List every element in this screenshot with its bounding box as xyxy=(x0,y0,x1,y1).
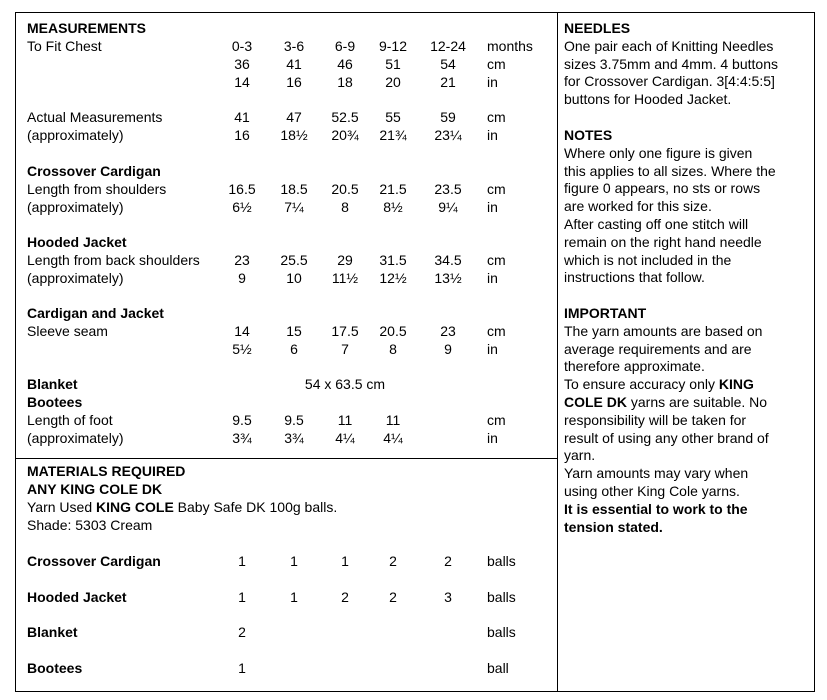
to-fit-chest-label: To Fit Chest xyxy=(27,38,102,54)
crossover-length-label: Length from shoulders xyxy=(27,181,167,197)
bootees-heading: Bootees xyxy=(27,394,83,410)
important-bold-line: tension stated. xyxy=(564,518,663,535)
hooded-in-value: 10 xyxy=(286,270,302,286)
crossover-in-value: 8½ xyxy=(383,199,403,215)
material-ball-count: 1 xyxy=(238,589,246,605)
actual-in-value: 16 xyxy=(234,127,250,143)
chest-cm-unit: cm xyxy=(487,56,506,72)
material-ball-count: 1 xyxy=(290,553,298,569)
hooded-length-label: Length from back shoulders xyxy=(27,252,200,268)
material-ball-count: 2 xyxy=(389,589,397,605)
size-header: 6-9 xyxy=(334,38,356,54)
crossover-cm-value: 20.5 xyxy=(331,181,359,197)
measurements-heading: MEASUREMENTS xyxy=(27,20,147,36)
hooded-cm-value: 31.5 xyxy=(379,252,407,268)
important-line: responsibility will be taken for xyxy=(564,411,747,428)
material-row-label: Blanket xyxy=(27,624,78,640)
notes-section xyxy=(564,127,810,287)
sleeve-in-value: 9 xyxy=(444,341,452,357)
accuracy-suffix: yarns are suitable. No xyxy=(627,393,768,410)
chest-cm-value: 41 xyxy=(286,56,302,72)
chest-in-value: 21 xyxy=(440,74,456,90)
crossover-in-value: 7¼ xyxy=(284,199,304,215)
accuracy-prefix: To ensure accuracy only xyxy=(564,376,719,393)
sleeve-in-unit: in xyxy=(487,341,498,357)
hooded-in-value: 11½ xyxy=(331,270,359,286)
actual-in-value: 21¾ xyxy=(379,127,407,143)
notes-line: which is not included in the xyxy=(564,251,732,268)
materials-subheading: ANY KING COLE DK xyxy=(27,481,163,497)
material-ball-count: 2 xyxy=(444,553,452,569)
crossover-cm-value: 16.5 xyxy=(228,181,256,197)
size-header: 12-24 xyxy=(430,38,466,54)
sleeve-cm-value: 15 xyxy=(286,323,302,339)
bootees-in-value: 4¼ xyxy=(335,430,355,446)
important-section xyxy=(564,305,810,536)
notes-line: remain on the right hand needle xyxy=(564,233,762,250)
hooded-in-value: 13½ xyxy=(434,270,462,286)
bootees-in-value: 3¾ xyxy=(232,430,252,446)
important-line: therefore approximate. xyxy=(564,358,705,375)
actual-cm-unit: cm xyxy=(487,109,506,125)
bootees-in-value: 3¾ xyxy=(284,430,304,446)
column-divider xyxy=(557,12,558,692)
hooded-cm-value: 29 xyxy=(337,252,353,268)
size-header: 0-3 xyxy=(231,38,253,54)
important-line: average requirements and are xyxy=(564,340,752,357)
notes-line: figure 0 appears, no sts or rows xyxy=(564,180,761,197)
important-heading: IMPORTANT xyxy=(564,305,647,321)
chest-cm-value: 46 xyxy=(337,56,353,72)
notes-line: this applies to all sizes. Where the xyxy=(564,162,776,179)
yarn-prefix: Yarn Used xyxy=(27,499,96,515)
crossover-in-value: 8 xyxy=(341,199,349,215)
material-ball-count: 2 xyxy=(238,624,246,640)
yarn-used-line xyxy=(27,499,337,516)
crossover-cm-unit: cm xyxy=(487,181,506,197)
hooded-cm-value: 25.5 xyxy=(280,252,308,268)
crossover-cm-value: 21.5 xyxy=(379,181,407,197)
bootees-cm-unit: cm xyxy=(487,412,506,428)
needles-section xyxy=(564,20,810,109)
crossover-approx-label: (approximately) xyxy=(27,199,124,215)
needles-line: One pair each of Knitting Needles xyxy=(564,37,774,54)
actual-in-value: 18½ xyxy=(280,127,308,143)
sleeve-cm-value: 23 xyxy=(440,323,456,339)
important-line: The yarn amounts are based on xyxy=(564,322,763,339)
crossover-in-value: 9¼ xyxy=(438,199,458,215)
crossover-in-unit: in xyxy=(487,199,498,215)
actual-in-value: 23¼ xyxy=(434,127,462,143)
important-line: yarn. xyxy=(564,447,596,464)
yarn-brand: KING COLE xyxy=(96,499,174,515)
chest-cm-value: 54 xyxy=(440,56,456,72)
notes-line: instructions that follow. xyxy=(564,269,705,286)
crossover-cm-value: 18.5 xyxy=(280,181,308,197)
actual-measurements-label: Actual Measurements xyxy=(27,109,163,125)
hooded-in-value: 9 xyxy=(238,270,246,286)
actual-cm-value: 55 xyxy=(385,109,401,125)
important-line: using other King Cole yarns. xyxy=(564,482,740,499)
size-header: 9-12 xyxy=(378,38,408,54)
actual-in-unit: in xyxy=(487,127,498,143)
material-ball-count: 1 xyxy=(341,553,349,569)
notes-line: Where only one figure is given xyxy=(564,144,753,161)
sleeve-in-value: 7 xyxy=(341,341,349,357)
accuracy-brand: COLE DK xyxy=(564,393,627,410)
chest-in-value: 20 xyxy=(385,74,401,90)
material-row-label: Bootees xyxy=(27,660,83,676)
actual-cm-value: 52.5 xyxy=(331,109,359,125)
chest-in-value: 14 xyxy=(234,74,250,90)
yarn-suffix: Baby Safe DK 100g balls. xyxy=(173,499,338,515)
actual-approx-label: (approximately) xyxy=(27,127,124,143)
material-row-label: Hooded Jacket xyxy=(27,589,127,605)
actual-cm-value: 47 xyxy=(286,109,302,125)
hooded-in-value: 12½ xyxy=(379,270,407,286)
material-ball-count: 3 xyxy=(444,589,452,605)
bootees-in-unit: in xyxy=(487,430,498,446)
important-line xyxy=(564,394,810,412)
bootees-cm-value: 9.5 xyxy=(232,412,252,428)
actual-in-value: 20¾ xyxy=(331,127,359,143)
materials-heading: MATERIALS REQUIRED xyxy=(27,463,186,479)
sleeve-in-value: 5½ xyxy=(232,341,252,357)
material-unit: balls xyxy=(487,553,516,569)
size-header: 3-6 xyxy=(283,38,305,54)
hooded-cm-unit: cm xyxy=(487,252,506,268)
chest-cm-value: 36 xyxy=(234,56,250,72)
material-ball-count: 2 xyxy=(389,553,397,569)
material-ball-count: 1 xyxy=(290,589,298,605)
needles-line: for Crossover Cardigan. 3[4:4:5:5] xyxy=(564,73,775,90)
material-ball-count: 1 xyxy=(238,660,246,676)
bootees-approx-label: (approximately) xyxy=(27,430,124,446)
material-unit: balls xyxy=(487,624,516,640)
bootees-cm-value: 11 xyxy=(337,412,353,428)
crossover-heading: Crossover Cardigan xyxy=(27,163,161,179)
sleeve-cm-value: 14 xyxy=(234,323,250,339)
notes-heading: NOTES xyxy=(564,127,613,143)
crossover-cm-value: 23.5 xyxy=(434,181,462,197)
needles-line: buttons for Hooded Jacket. xyxy=(564,91,732,108)
chest-in-unit: in xyxy=(487,74,498,90)
shade-line: Shade: 5303 Cream xyxy=(27,517,153,533)
sleeve-in-value: 6 xyxy=(290,341,298,357)
needles-line: sizes 3.75mm and 4mm. 4 buttons xyxy=(564,55,778,72)
sleeve-cm-value: 20.5 xyxy=(379,323,407,339)
blanket-heading: Blanket xyxy=(27,376,78,392)
hooded-cm-value: 23 xyxy=(234,252,250,268)
chest-in-value: 16 xyxy=(286,74,302,90)
hooded-approx-label: (approximately) xyxy=(27,270,124,286)
important-line: Yarn amounts may vary when xyxy=(564,465,749,482)
important-line: result of using any other brand of xyxy=(564,429,769,446)
notes-line: After casting off one stitch will xyxy=(564,215,749,232)
crossover-in-value: 6½ xyxy=(232,199,252,215)
sleeve-cm-unit: cm xyxy=(487,323,506,339)
blanket-size: 54 x 63.5 cm xyxy=(304,376,386,392)
sleeve-heading: Cardigan and Jacket xyxy=(27,305,164,321)
needles-heading: NEEDLES xyxy=(564,20,631,36)
actual-cm-value: 41 xyxy=(234,109,250,125)
chest-cm-value: 51 xyxy=(385,56,401,72)
hooded-heading: Hooded Jacket xyxy=(27,234,127,250)
material-ball-count: 2 xyxy=(341,589,349,605)
bootees-cm-value: 9.5 xyxy=(284,412,304,428)
material-unit: balls xyxy=(487,589,516,605)
sleeve-in-value: 8 xyxy=(389,341,397,357)
hooded-in-unit: in xyxy=(487,270,498,286)
chest-in-value: 18 xyxy=(337,74,353,90)
sleeve-seam-label: Sleeve seam xyxy=(27,323,108,339)
material-row-label: Crossover Cardigan xyxy=(27,553,161,569)
section-divider xyxy=(15,458,558,459)
sleeve-cm-value: 17.5 xyxy=(331,323,359,339)
accuracy-brand: KING xyxy=(718,376,754,393)
actual-cm-value: 59 xyxy=(440,109,456,125)
bootees-cm-value: 11 xyxy=(385,412,401,428)
bootees-length-label: Length of foot xyxy=(27,412,113,428)
sizes-unit: months xyxy=(487,38,533,54)
material-ball-count: 1 xyxy=(238,553,246,569)
bootees-in-value: 4¼ xyxy=(383,430,403,446)
notes-line: are worked for this size. xyxy=(564,198,712,215)
hooded-cm-value: 34.5 xyxy=(434,252,462,268)
important-bold-line: It is essential to work to the xyxy=(564,500,748,517)
important-line xyxy=(564,376,810,394)
material-unit: ball xyxy=(487,660,509,676)
